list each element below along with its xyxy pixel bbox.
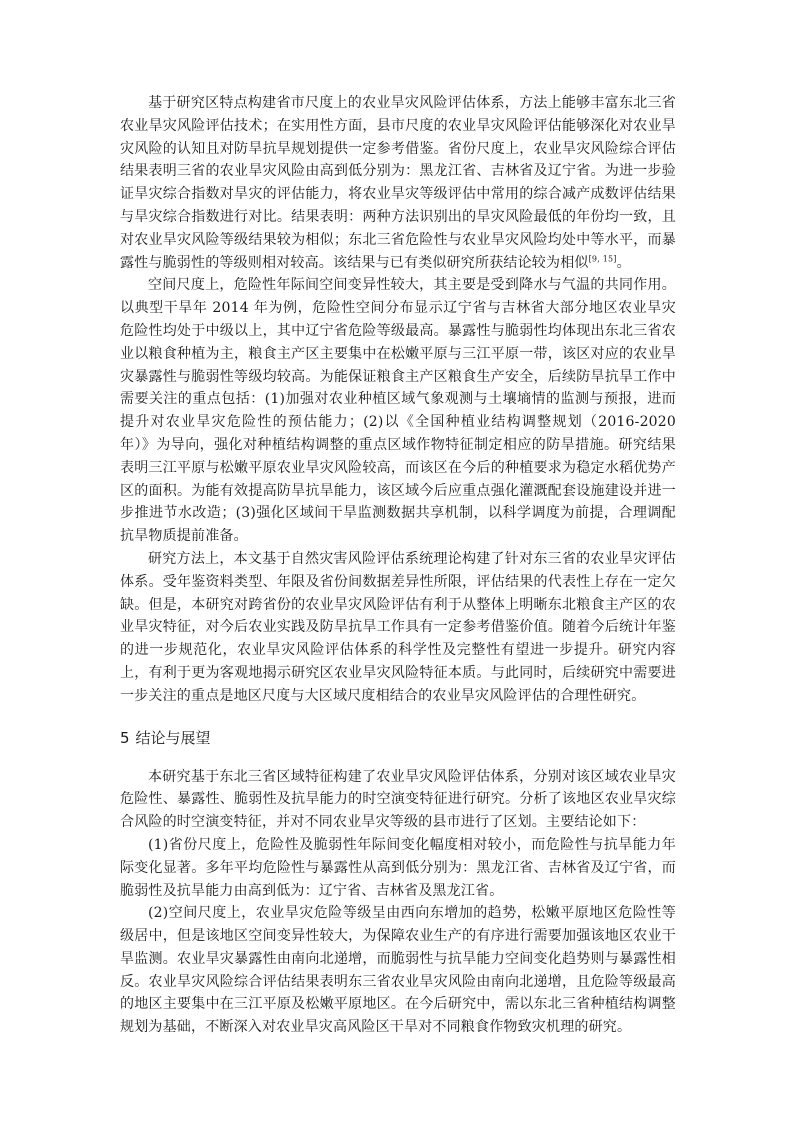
discussion-paragraph-1-text: 基于研究区特点构建省市尺度上的农业旱灾风险评估体系，方法上能够丰富东北三省农业旱灾风险评估技术；在实用性方面，县市尺度的农业旱灾风险评估能够深化对农业旱灾风险的认知且对防旱抗旱规划提供一定参考借鉴。省份尺度上，农业旱灾风险综合评估结果表明三省的农业旱灾风险由高到低分别为：黑龙江省、吉林省及辽宁省。为进一步验证旱灾综合指数对旱灾的评估能力，将农业旱灾等级评估中常用的综合减产成数评估结果与旱灾综合指数进行对比。结果表明：两种方法识别出的旱灾风险最低的年份均一致，且对农业旱灾风险等级结果较为相似；东北三省危险性与农业旱灾风险均处中等水平，而暴露性与脆弱性的等级则相对较高。该结果与已有类似研究所获结论较为相似 [120, 95, 676, 271]
section-heading [120, 728, 676, 748]
discussion-paragraph-3: 研究方法上，本文基于自然灾害风险评估系统理论构建了针对东三省的农业旱灾评估体系。受年鉴资料类型、年限及省份间数据差异性所限，评估结果的代表性上存在一定欠缺。但是，本研究对跨省份的农业旱灾风险评估有利于从整体上明晰东北粮食主产区的农业旱灾特征，对今后农业实践及防旱抗旱工作具有一定参考借鉴价值。随着今后统计年鉴的进一步规范化，农业旱灾风险评估体系的科学性及完整性有望进一步提升。研究内容上，有利于更为客观地揭示研究区农业旱灾风险特征本质。与此同时，后续研究中需要进一步关注的重点是地区尺度与大区域尺度相结合的农业旱灾风险评估的合理性研究。 [120, 550, 676, 704]
conclusion-paragraph-2: (1)省份尺度上，危险性及脆弱性年际间变化幅度相对较小，而危险性与抗旱能力年际变化显著。多年平均危险性与暴露性从高到低分别为：黑龙江省、吉林省及辽宁省，而脆弱性及抗旱能力由高到低为：辽宁省、吉林省及黑龙江省。 [120, 836, 676, 899]
section-number: 5 [120, 728, 130, 747]
section-title: 结论与展望 [135, 728, 211, 747]
conclusion-paragraph-3: (2)空间尺度上，农业旱灾危险等级呈由西向东增加的趋势，松嫩平原地区危险性等级居中，但是该地区空间变异性较大，为保障农业生产的有序进行需要加强该地区农业干旱监测。农业旱灾暴露性由南向北递增，而脆弱性与抗旱能力空间变化趋势则与暴露性相反。农业旱灾风险综合评估结果表明东三省农业旱灾风险由南向北递增，且危险等级最高的地区主要集中在三江平原及松嫩平原地区。在今后研究中，需以东北三省种植结构调整规划为基础，不断深入对农业旱灾高风险区干旱对不同粮食作物致灾机理的研究。 [120, 905, 676, 1036]
citation-superscript: [9, 15] [588, 253, 617, 263]
discussion-paragraph-1-end: 。 [616, 254, 631, 271]
page-content [120, 92, 676, 1039]
conclusion-paragraph-1: 本研究基于东北三省区域特征构建了农业旱灾风险评估体系，分别对该区域农业旱灾危险性、暴露性、脆弱性及抗旱能力的时空演变特征进行研究。分析了该地区农业旱灾综合风险的时空演变特征，并对不同农业旱灾等级的县市进行了区划。主要结论如下： [120, 768, 676, 831]
discussion-paragraph-1 [120, 92, 676, 274]
discussion-paragraph-2: 空间尺度上，危险性年际间空间变异性较大，其主要是受到降水与气温的共同作用。以典型干旱年 2014 年为例，危险性空间分布显示辽宁省与吉林省大部分地区农业旱灾危险性均处于中级以上，其中辽宁省危险等级最高。暴露性与脆弱性均体现出东北三省农业以粮食种植为主，粮食主产区主要集中在松嫩平原与三江平原一带，该区对应的农业旱灾暴露性与脆弱性等级均较高。为能保证粮食主产区粮食生产安全，后续防旱抗旱工作中需要关注的重点包括：(1)加强对农业种植区域气象观测与土壤墒情的监测与预报，进而提升对农业旱灾危险性的预估能力；(2)以《全国种植业结构调整规划（2016-2020 年）》为导向，强化对种植结构调整的重点区域作物特征制定相应的防旱措施。研究结果表明三江平原与松嫩平原农业旱灾风险较高，而该区在今后的种植要求为稳定水稻优势产区的面积。为能有效提高防旱抗旱能力，该区域今后应重点强化灌溉配套设施建设并进一步推进节水改造；(3)强化区域间干旱监测数据共享机制，以科学调度为前提，合理调配抗旱物质提前准备。 [120, 277, 676, 545]
